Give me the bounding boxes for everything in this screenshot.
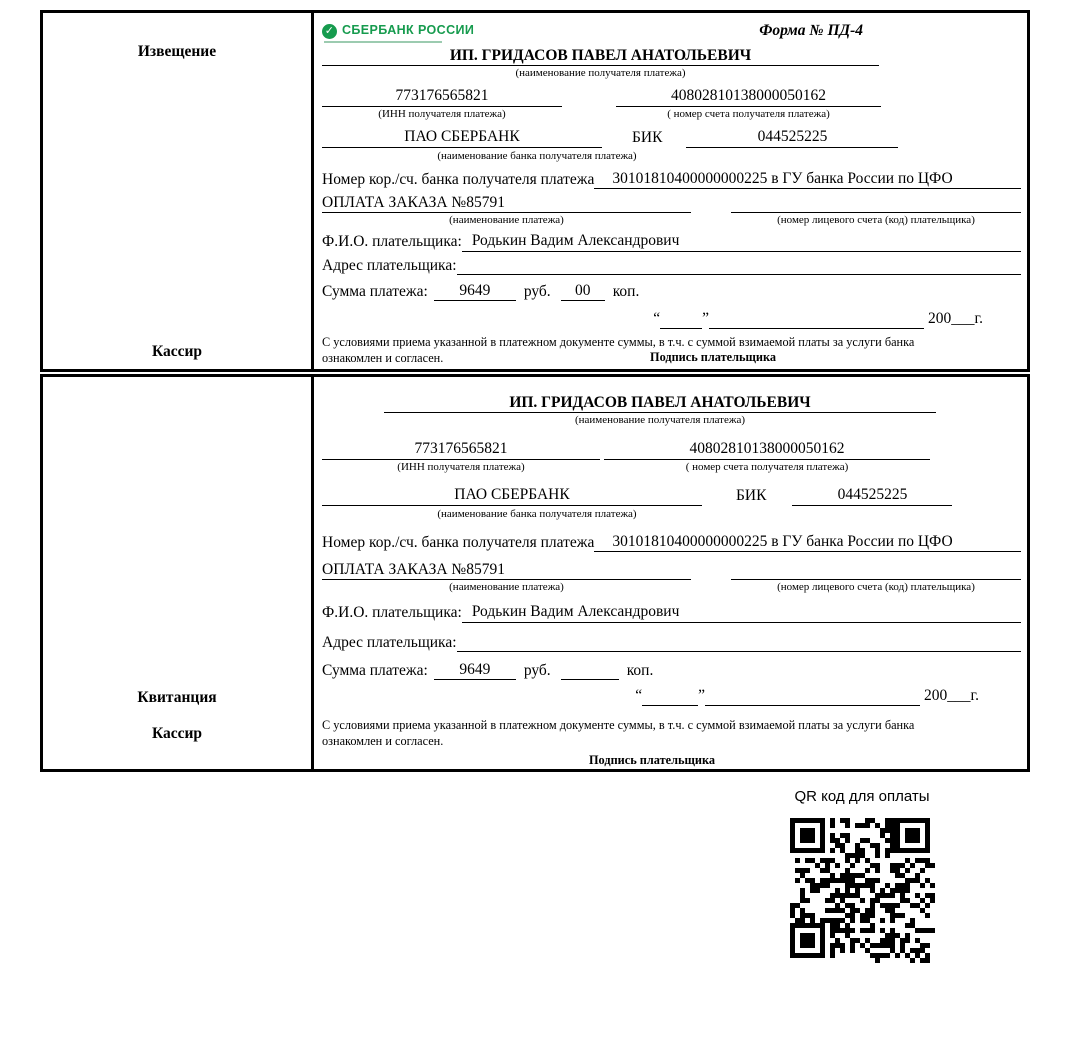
amount-label: Сумма платежа: xyxy=(322,283,428,300)
inn-caption: (ИНН получателя платежа) xyxy=(378,107,506,120)
recipient-name: ИП. ГРИДАСОВ ПАВЕЛ АНАТОЛЬЕВИЧ xyxy=(322,46,879,66)
account-caption: ( номер счета получателя платежа) xyxy=(667,107,830,120)
rub-label: руб. xyxy=(523,662,551,679)
bank-caption: (наименование банка получателя платежа) xyxy=(437,149,637,162)
recipient-caption: (наименование получателя платежа) xyxy=(515,67,686,80)
sberbank-logo-icon: ✓ xyxy=(322,24,337,39)
receipt-stub xyxy=(43,377,314,769)
payer-name-value: Родькин Вадим Александрович xyxy=(462,231,1021,251)
qr-label: QR код для оплаты xyxy=(794,788,930,805)
recipient-caption: (наименование получателя платежа) xyxy=(574,414,746,427)
quote-close-mark: ” xyxy=(698,687,706,705)
payer-address-row xyxy=(322,633,1021,652)
purpose-captions xyxy=(322,213,1021,228)
form-number: Форма № ПД-4 xyxy=(759,22,863,40)
notice-stub-cashier: Кассир xyxy=(151,343,203,360)
amount-rub-value: 9649 xyxy=(434,660,516,680)
sberbank-logo xyxy=(322,23,474,39)
receipt-main xyxy=(314,377,1027,769)
purpose-caption: (наименование платежа) xyxy=(449,581,564,594)
amount-kop-blank xyxy=(561,679,619,680)
corr-account-label: Номер кор./сч. банка получателя платежа xyxy=(322,533,595,551)
payment-purpose-value: ОПЛАТА ЗАКАЗА №85791 xyxy=(322,193,691,213)
recipient-name: ИП. ГРИДАСОВ ПАВЕЛ АНАТОЛЬЕВИЧ xyxy=(384,393,936,413)
corr-account-value: 30101810400000000225 в ГУ банка России по ЦФО xyxy=(594,532,1021,552)
sberbank-logo-text: СБЕРБАНК РОССИИ xyxy=(342,23,475,38)
corr-account-row xyxy=(322,169,1021,189)
receipt-stub-title: Квитанция xyxy=(137,689,217,706)
bank-name-value: ПАО СБЕРБАНК xyxy=(322,485,702,505)
bik-value: 044525225 xyxy=(792,485,952,505)
kop-label: коп. xyxy=(612,283,640,300)
amount-row xyxy=(322,281,1021,301)
personal-account-caption: (номер лицевого счета (код) плательщика) xyxy=(777,581,975,594)
account-caption: ( номер счета получателя платежа) xyxy=(685,460,849,473)
amount-kop-value: 00 xyxy=(561,281,605,301)
rub-label: руб. xyxy=(523,283,551,300)
corr-account-value: 30101810400000000225 в ГУ банка России по ЦФО xyxy=(594,169,1021,189)
inn-value: 773176565821 xyxy=(322,86,562,106)
date-year: 200___г. xyxy=(928,310,983,328)
date-day-blank xyxy=(642,705,698,706)
inn-caption: (ИНН получателя платежа) xyxy=(397,460,525,473)
inn-account-row xyxy=(322,439,1021,459)
payer-address-row xyxy=(322,256,1021,275)
bank-row xyxy=(322,127,1021,147)
personal-account-caption: (номер лицевого счета (код) плательщика) xyxy=(777,214,975,227)
payment-purpose-row xyxy=(322,560,1021,580)
bank-caption: (наименование банка получателя платежа) xyxy=(437,507,637,520)
purpose-caption: (наименование платежа) xyxy=(449,214,564,227)
amount-rub-value: 9649 xyxy=(434,281,516,301)
payer-address-blank xyxy=(457,651,1021,652)
account-value: 40802810138000050162 xyxy=(616,86,881,106)
qr-section xyxy=(752,788,972,968)
bank-name-value: ПАО СБЕРБАНК xyxy=(322,127,602,147)
date-row xyxy=(322,309,983,328)
notice-stub xyxy=(43,13,314,369)
bik-label: БИК xyxy=(632,129,663,147)
corr-account-row xyxy=(322,532,1021,552)
notice-section xyxy=(40,10,1030,372)
payer-signature-label: Подпись плательщика xyxy=(650,349,777,364)
payment-purpose-row xyxy=(322,193,1021,213)
date-year: 200___г. xyxy=(924,687,979,705)
account-value: 40802810138000050162 xyxy=(604,439,930,459)
date-month-blank xyxy=(709,328,924,329)
notice-stub-title: Извещение xyxy=(137,43,217,60)
inn-account-row xyxy=(322,86,1021,106)
bik-value: 044525225 xyxy=(686,127,898,147)
payer-name-label: Ф.И.О. плательщика: xyxy=(322,604,462,622)
receipt-section xyxy=(40,374,1030,772)
date-row xyxy=(322,686,979,705)
kop-label: коп. xyxy=(626,662,654,679)
quote-close-mark: ” xyxy=(702,310,710,328)
payer-address-blank xyxy=(457,274,1021,275)
bik-label: БИК xyxy=(736,487,767,505)
bank-row xyxy=(322,485,1021,505)
receipt-stub-cashier: Кассир xyxy=(151,725,203,742)
quote-open-mark: “ xyxy=(653,310,661,328)
corr-account-label: Номер кор./сч. банка получателя платежа xyxy=(322,170,595,188)
payer-name-label: Ф.И.О. плательщика: xyxy=(322,233,462,251)
amount-row xyxy=(322,660,1021,680)
payment-purpose-value: ОПЛАТА ЗАКАЗА №85791 xyxy=(322,560,691,580)
payer-name-row xyxy=(322,602,1021,622)
notice-main xyxy=(314,13,1027,369)
purpose-captions xyxy=(322,580,1021,595)
qr-code xyxy=(790,818,935,963)
date-month-blank xyxy=(705,705,920,706)
terms-text: С условиями приема указанной в платежном документе суммы, в т.ч. с суммой взимаемой платы за услуги банка ознакомлен и согласен. xyxy=(322,334,915,365)
inn-value: 773176565821 xyxy=(322,439,600,459)
payer-address-label: Адрес плательщика: xyxy=(322,256,457,274)
date-day-blank xyxy=(660,328,702,329)
inn-account-captions xyxy=(322,107,1021,122)
payer-address-label: Адрес плательщика: xyxy=(322,633,457,651)
payer-signature-label: Подпись плательщика xyxy=(588,752,715,767)
logo-slogan-line xyxy=(324,41,442,43)
amount-label: Сумма платежа: xyxy=(322,662,428,679)
inn-account-captions xyxy=(322,460,1021,475)
payer-name-row xyxy=(322,231,1021,251)
quote-open-mark: “ xyxy=(635,687,643,705)
payer-name-value: Родькин Вадим Александрович xyxy=(462,602,1021,622)
terms-text: С условиями приема указанной в платежном документе суммы, в т.ч. с суммой взимаемой платы за услуги банка ознакомлен и согласен. xyxy=(322,717,915,748)
